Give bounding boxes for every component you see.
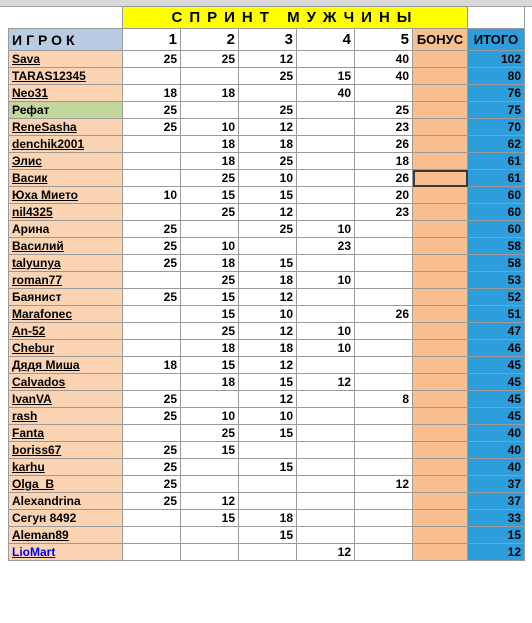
stage-3-score-cell[interactable]: 25 bbox=[239, 102, 297, 119]
bonus-cell[interactable] bbox=[413, 357, 468, 374]
stage-1-score-cell[interactable]: 25 bbox=[123, 391, 181, 408]
stage-3-score-cell[interactable]: 15 bbox=[239, 255, 297, 272]
stage-2-score-cell[interactable]: 15 bbox=[181, 289, 239, 306]
player-name-cell[interactable]: Olga_B bbox=[9, 476, 123, 493]
stage-1-score-cell[interactable]: 25 bbox=[123, 238, 181, 255]
player-name-cell[interactable]: roman77 bbox=[9, 272, 123, 289]
table-row bbox=[9, 391, 525, 408]
stage-2-score-cell[interactable] bbox=[181, 544, 239, 561]
player-name-cell[interactable]: Арина bbox=[9, 221, 123, 238]
stage-2-score-cell[interactable] bbox=[181, 391, 239, 408]
bonus-cell[interactable] bbox=[413, 170, 468, 187]
stage-5-score-cell[interactable] bbox=[355, 459, 413, 476]
stage-4-score-cell[interactable] bbox=[297, 170, 355, 187]
total-cell[interactable]: 45 bbox=[468, 357, 525, 374]
table-row bbox=[9, 221, 525, 238]
player-name-cell[interactable]: Дядя Миша bbox=[9, 357, 123, 374]
total-cell[interactable]: 37 bbox=[468, 476, 525, 493]
stage-4-score-cell[interactable]: 40 bbox=[297, 85, 355, 102]
stage-5-score-cell[interactable] bbox=[355, 510, 413, 527]
player-name-cell[interactable]: Chebur bbox=[9, 340, 123, 357]
stage-1-score-cell[interactable]: 25 bbox=[123, 493, 181, 510]
stage-2-score-cell[interactable]: 25 bbox=[181, 51, 239, 68]
player-name-cell[interactable]: talyunya bbox=[9, 255, 123, 272]
stage-4-score-cell[interactable] bbox=[297, 204, 355, 221]
stage-1-score-cell[interactable] bbox=[123, 272, 181, 289]
stage-2-score-cell[interactable]: 15 bbox=[181, 442, 239, 459]
bonus-cell[interactable] bbox=[413, 306, 468, 323]
stage-2-score-cell[interactable]: 15 bbox=[181, 306, 239, 323]
table-row bbox=[9, 187, 525, 204]
table-row bbox=[9, 153, 525, 170]
stage-5-score-cell[interactable]: 26 bbox=[355, 170, 413, 187]
bonus-cell[interactable] bbox=[413, 102, 468, 119]
stage-5-score-cell[interactable]: 20 bbox=[355, 187, 413, 204]
stage-3-score-cell[interactable]: 10 bbox=[239, 408, 297, 425]
total-cell[interactable]: 60 bbox=[468, 204, 525, 221]
header-bonus[interactable]: БОНУС bbox=[413, 29, 468, 51]
stage-1-score-cell[interactable] bbox=[123, 153, 181, 170]
stage-1-score-cell[interactable] bbox=[123, 136, 181, 153]
stage-1-score-cell[interactable] bbox=[123, 425, 181, 442]
player-name-cell[interactable]: Sava bbox=[9, 51, 123, 68]
player-name-cell[interactable]: LioMart bbox=[9, 544, 123, 561]
header-total[interactable]: ИТОГО bbox=[468, 29, 525, 51]
table-row bbox=[9, 68, 525, 85]
stage-5-score-cell[interactable] bbox=[355, 221, 413, 238]
stage-3-score-cell[interactable]: 18 bbox=[239, 272, 297, 289]
stage-5-score-cell[interactable]: 40 bbox=[355, 51, 413, 68]
stage-4-score-cell[interactable] bbox=[297, 425, 355, 442]
stage-5-score-cell[interactable] bbox=[355, 85, 413, 102]
total-cell[interactable]: 52 bbox=[468, 289, 525, 306]
stage-3-score-cell[interactable]: 12 bbox=[239, 391, 297, 408]
stage-1-score-cell[interactable] bbox=[123, 374, 181, 391]
stage-1-score-cell[interactable]: 25 bbox=[123, 221, 181, 238]
stage-4-score-cell[interactable] bbox=[297, 136, 355, 153]
stage-4-score-cell[interactable] bbox=[297, 255, 355, 272]
title-row bbox=[9, 7, 525, 29]
stage-3-score-cell[interactable]: 15 bbox=[239, 459, 297, 476]
stage-4-score-cell[interactable]: 15 bbox=[297, 68, 355, 85]
stage-3-score-cell[interactable]: 12 bbox=[239, 51, 297, 68]
stage-1-score-cell[interactable] bbox=[123, 170, 181, 187]
stage-4-score-cell[interactable] bbox=[297, 357, 355, 374]
player-name-cell[interactable]: Сегун 8492 bbox=[9, 510, 123, 527]
stage-5-score-cell[interactable] bbox=[355, 340, 413, 357]
bonus-cell[interactable] bbox=[413, 493, 468, 510]
total-cell[interactable]: 60 bbox=[468, 187, 525, 204]
bonus-cell[interactable] bbox=[413, 119, 468, 136]
stage-1-score-cell[interactable]: 25 bbox=[123, 476, 181, 493]
player-name-cell[interactable]: Рефат bbox=[9, 102, 123, 119]
player-name-cell[interactable]: Васик bbox=[9, 170, 123, 187]
table-row bbox=[9, 136, 525, 153]
stage-1-score-cell[interactable]: 10 bbox=[123, 187, 181, 204]
table-row bbox=[9, 51, 525, 68]
total-cell[interactable]: 12 bbox=[468, 544, 525, 561]
bonus-cell[interactable] bbox=[413, 51, 468, 68]
bonus-cell[interactable] bbox=[413, 204, 468, 221]
stage-1-score-cell[interactable] bbox=[123, 204, 181, 221]
header-stage-2[interactable]: 2 bbox=[181, 29, 239, 51]
bonus-cell[interactable] bbox=[413, 136, 468, 153]
stage-3-score-cell[interactable] bbox=[239, 238, 297, 255]
stage-4-score-cell[interactable] bbox=[297, 510, 355, 527]
stage-3-score-cell[interactable] bbox=[239, 476, 297, 493]
total-cell[interactable]: 33 bbox=[468, 510, 525, 527]
stage-5-score-cell[interactable] bbox=[355, 493, 413, 510]
stage-1-score-cell[interactable]: 25 bbox=[123, 442, 181, 459]
stage-2-score-cell[interactable] bbox=[181, 476, 239, 493]
stage-1-score-cell[interactable]: 18 bbox=[123, 357, 181, 374]
stage-4-score-cell[interactable] bbox=[297, 51, 355, 68]
stage-3-score-cell[interactable]: 10 bbox=[239, 170, 297, 187]
stage-3-score-cell[interactable]: 12 bbox=[239, 119, 297, 136]
stage-1-score-cell[interactable] bbox=[123, 340, 181, 357]
bonus-cell[interactable] bbox=[413, 323, 468, 340]
stage-3-score-cell[interactable]: 15 bbox=[239, 374, 297, 391]
player-name-cell[interactable]: IvanVA bbox=[9, 391, 123, 408]
bonus-cell[interactable] bbox=[413, 68, 468, 85]
stage-1-score-cell[interactable]: 25 bbox=[123, 459, 181, 476]
bonus-cell[interactable] bbox=[413, 374, 468, 391]
bonus-cell[interactable] bbox=[413, 340, 468, 357]
stage-2-score-cell[interactable]: 18 bbox=[181, 374, 239, 391]
table-row bbox=[9, 119, 525, 136]
stage-4-score-cell[interactable] bbox=[297, 391, 355, 408]
stage-3-score-cell[interactable]: 18 bbox=[239, 510, 297, 527]
stage-2-score-cell[interactable]: 18 bbox=[181, 85, 239, 102]
header-stage-3[interactable]: 3 bbox=[239, 29, 297, 51]
header-player[interactable]: ИГРОК bbox=[9, 29, 123, 51]
stage-2-score-cell[interactable] bbox=[181, 527, 239, 544]
total-cell[interactable]: 58 bbox=[468, 238, 525, 255]
stage-3-score-cell[interactable]: 25 bbox=[239, 153, 297, 170]
bonus-cell[interactable] bbox=[413, 527, 468, 544]
total-cell[interactable]: 61 bbox=[468, 170, 525, 187]
stage-5-score-cell[interactable]: 8 bbox=[355, 391, 413, 408]
stage-4-score-cell[interactable] bbox=[297, 527, 355, 544]
stage-5-score-cell[interactable] bbox=[355, 357, 413, 374]
table-row bbox=[9, 289, 525, 306]
total-cell[interactable]: 70 bbox=[468, 119, 525, 136]
stage-1-score-cell[interactable]: 25 bbox=[123, 119, 181, 136]
table-row bbox=[9, 527, 525, 544]
stage-4-score-cell[interactable] bbox=[297, 102, 355, 119]
stage-5-score-cell[interactable]: 26 bbox=[355, 306, 413, 323]
stage-5-score-cell[interactable] bbox=[355, 527, 413, 544]
stage-2-score-cell[interactable]: 18 bbox=[181, 255, 239, 272]
player-name-cell[interactable]: Alexandrina bbox=[9, 493, 123, 510]
stage-1-score-cell[interactable]: 25 bbox=[123, 51, 181, 68]
total-cell[interactable]: 75 bbox=[468, 102, 525, 119]
table-row bbox=[9, 306, 525, 323]
stage-5-score-cell[interactable]: 23 bbox=[355, 119, 413, 136]
stage-4-score-cell[interactable] bbox=[297, 476, 355, 493]
player-name-cell[interactable]: Баянист bbox=[9, 289, 123, 306]
table-row bbox=[9, 238, 525, 255]
table-row bbox=[9, 459, 525, 476]
table-row bbox=[9, 102, 525, 119]
stage-4-score-cell[interactable] bbox=[297, 306, 355, 323]
total-cell[interactable]: 61 bbox=[468, 153, 525, 170]
stage-1-score-cell[interactable] bbox=[123, 544, 181, 561]
stage-2-score-cell[interactable]: 15 bbox=[181, 357, 239, 374]
table-row bbox=[9, 544, 525, 561]
stage-5-score-cell[interactable] bbox=[355, 408, 413, 425]
stage-3-score-cell[interactable] bbox=[239, 493, 297, 510]
total-cell[interactable]: 53 bbox=[468, 272, 525, 289]
stage-5-score-cell[interactable]: 23 bbox=[355, 204, 413, 221]
stage-4-score-cell[interactable]: 10 bbox=[297, 340, 355, 357]
player-name-cell[interactable]: denchik2001 bbox=[9, 136, 123, 153]
bonus-cell[interactable] bbox=[413, 408, 468, 425]
stage-3-score-cell[interactable]: 12 bbox=[239, 289, 297, 306]
stage-3-score-cell[interactable]: 12 bbox=[239, 204, 297, 221]
bonus-cell[interactable] bbox=[413, 510, 468, 527]
player-name-cell[interactable]: Элис bbox=[9, 153, 123, 170]
bonus-cell[interactable] bbox=[413, 425, 468, 442]
table-row bbox=[9, 357, 525, 374]
total-cell[interactable]: 45 bbox=[468, 391, 525, 408]
total-cell[interactable]: 40 bbox=[468, 459, 525, 476]
stage-3-score-cell[interactable]: 12 bbox=[239, 323, 297, 340]
stage-5-score-cell[interactable] bbox=[355, 289, 413, 306]
total-cell[interactable]: 76 bbox=[468, 85, 525, 102]
player-name-cell[interactable]: TARAS12345 bbox=[9, 68, 123, 85]
stage-2-score-cell[interactable]: 25 bbox=[181, 204, 239, 221]
stage-3-score-cell[interactable]: 18 bbox=[239, 136, 297, 153]
total-cell[interactable]: 51 bbox=[468, 306, 525, 323]
stage-4-score-cell[interactable] bbox=[297, 493, 355, 510]
player-name-cell[interactable]: nil4325 bbox=[9, 204, 123, 221]
player-name-cell[interactable]: Юха Мието bbox=[9, 187, 123, 204]
bonus-cell[interactable] bbox=[413, 459, 468, 476]
player-name-cell[interactable]: Neo31 bbox=[9, 85, 123, 102]
stage-1-score-cell[interactable]: 25 bbox=[123, 289, 181, 306]
stage-2-score-cell[interactable] bbox=[181, 102, 239, 119]
stage-5-score-cell[interactable] bbox=[355, 323, 413, 340]
stage-5-score-cell[interactable] bbox=[355, 255, 413, 272]
stage-3-score-cell[interactable]: 25 bbox=[239, 68, 297, 85]
total-cell[interactable]: 80 bbox=[468, 68, 525, 85]
stage-1-score-cell[interactable] bbox=[123, 306, 181, 323]
sheet-title[interactable]: СПРИНТ МУЖЧИНЫ bbox=[123, 7, 468, 29]
stage-5-score-cell[interactable] bbox=[355, 442, 413, 459]
table-row bbox=[9, 476, 525, 493]
table-row bbox=[9, 204, 525, 221]
stage-1-score-cell[interactable]: 18 bbox=[123, 85, 181, 102]
table-row bbox=[9, 255, 525, 272]
stage-3-score-cell[interactable]: 15 bbox=[239, 425, 297, 442]
stage-5-score-cell[interactable]: 40 bbox=[355, 68, 413, 85]
total-cell[interactable]: 40 bbox=[468, 425, 525, 442]
bonus-cell[interactable] bbox=[413, 255, 468, 272]
total-cell[interactable]: 102 bbox=[468, 51, 525, 68]
total-cell[interactable]: 40 bbox=[468, 442, 525, 459]
stage-1-score-cell[interactable]: 25 bbox=[123, 408, 181, 425]
stage-3-score-cell[interactable]: 10 bbox=[239, 306, 297, 323]
total-cell[interactable]: 58 bbox=[468, 255, 525, 272]
standings-table bbox=[8, 6, 525, 561]
stage-2-score-cell[interactable]: 18 bbox=[181, 153, 239, 170]
stage-3-score-cell[interactable]: 15 bbox=[239, 527, 297, 544]
table-row bbox=[9, 510, 525, 527]
stage-5-score-cell[interactable]: 25 bbox=[355, 102, 413, 119]
player-name-cell[interactable]: ReneSasha bbox=[9, 119, 123, 136]
stage-4-score-cell[interactable]: 10 bbox=[297, 323, 355, 340]
player-name-cell[interactable]: Calvados bbox=[9, 374, 123, 391]
stage-2-score-cell[interactable]: 25 bbox=[181, 425, 239, 442]
stage-2-score-cell[interactable] bbox=[181, 68, 239, 85]
stage-5-score-cell[interactable]: 12 bbox=[355, 476, 413, 493]
total-cell[interactable]: 60 bbox=[468, 221, 525, 238]
stage-5-score-cell[interactable] bbox=[355, 238, 413, 255]
bonus-cell[interactable] bbox=[413, 272, 468, 289]
stage-3-score-cell[interactable]: 15 bbox=[239, 187, 297, 204]
stage-4-score-cell[interactable] bbox=[297, 289, 355, 306]
player-name-cell[interactable]: Fanta bbox=[9, 425, 123, 442]
stage-4-score-cell[interactable] bbox=[297, 187, 355, 204]
stage-4-score-cell[interactable] bbox=[297, 153, 355, 170]
player-name-cell[interactable]: Василий bbox=[9, 238, 123, 255]
player-name-cell[interactable]: rash bbox=[9, 408, 123, 425]
total-cell[interactable]: 45 bbox=[468, 374, 525, 391]
stage-5-score-cell[interactable]: 18 bbox=[355, 153, 413, 170]
stage-2-score-cell[interactable]: 25 bbox=[181, 272, 239, 289]
bonus-cell[interactable] bbox=[413, 153, 468, 170]
stage-1-score-cell[interactable] bbox=[123, 323, 181, 340]
header-stage-4[interactable]: 4 bbox=[297, 29, 355, 51]
player-name-cell[interactable]: boriss67 bbox=[9, 442, 123, 459]
stage-4-score-cell[interactable]: 10 bbox=[297, 272, 355, 289]
stage-3-score-cell[interactable]: 18 bbox=[239, 340, 297, 357]
stage-1-score-cell[interactable]: 25 bbox=[123, 255, 181, 272]
stage-4-score-cell[interactable]: 12 bbox=[297, 544, 355, 561]
stage-4-score-cell[interactable]: 12 bbox=[297, 374, 355, 391]
stage-2-score-cell[interactable]: 18 bbox=[181, 340, 239, 357]
header-stage-1[interactable]: 1 bbox=[123, 29, 181, 51]
stage-2-score-cell[interactable]: 18 bbox=[181, 136, 239, 153]
bonus-cell[interactable] bbox=[413, 391, 468, 408]
player-name-cell[interactable]: Aleman89 bbox=[9, 527, 123, 544]
stage-1-score-cell[interactable] bbox=[123, 68, 181, 85]
table-row bbox=[9, 272, 525, 289]
stage-2-score-cell[interactable]: 25 bbox=[181, 170, 239, 187]
stage-3-score-cell[interactable]: 12 bbox=[239, 357, 297, 374]
header-row bbox=[9, 29, 525, 51]
bonus-cell[interactable] bbox=[413, 476, 468, 493]
stage-1-score-cell[interactable] bbox=[123, 510, 181, 527]
total-cell[interactable]: 62 bbox=[468, 136, 525, 153]
stage-2-score-cell[interactable]: 10 bbox=[181, 238, 239, 255]
stage-2-score-cell[interactable] bbox=[181, 459, 239, 476]
bonus-cell[interactable] bbox=[413, 85, 468, 102]
total-cell[interactable]: 15 bbox=[468, 527, 525, 544]
stage-5-score-cell[interactable] bbox=[355, 374, 413, 391]
stage-2-score-cell[interactable]: 10 bbox=[181, 119, 239, 136]
total-cell[interactable]: 45 bbox=[468, 408, 525, 425]
table-row bbox=[9, 442, 525, 459]
player-name-cell[interactable]: karhu bbox=[9, 459, 123, 476]
stage-4-score-cell[interactable] bbox=[297, 442, 355, 459]
stage-2-score-cell[interactable]: 15 bbox=[181, 187, 239, 204]
stage-2-score-cell[interactable]: 12 bbox=[181, 493, 239, 510]
stage-2-score-cell[interactable]: 15 bbox=[181, 510, 239, 527]
stage-2-score-cell[interactable] bbox=[181, 221, 239, 238]
bonus-cell[interactable] bbox=[413, 221, 468, 238]
table-row bbox=[9, 340, 525, 357]
stage-1-score-cell[interactable] bbox=[123, 527, 181, 544]
blank-cell[interactable] bbox=[468, 7, 525, 29]
header-stage-5[interactable]: 5 bbox=[355, 29, 413, 51]
table-row bbox=[9, 408, 525, 425]
player-name-cell[interactable]: Marafonec bbox=[9, 306, 123, 323]
table-row bbox=[9, 323, 525, 340]
stage-3-score-cell[interactable] bbox=[239, 442, 297, 459]
bonus-cell[interactable] bbox=[413, 289, 468, 306]
stage-3-score-cell[interactable] bbox=[239, 544, 297, 561]
table-row bbox=[9, 85, 525, 102]
total-cell[interactable]: 46 bbox=[468, 340, 525, 357]
stage-5-score-cell[interactable]: 26 bbox=[355, 136, 413, 153]
player-name-cell[interactable]: An-52 bbox=[9, 323, 123, 340]
stage-4-score-cell[interactable]: 10 bbox=[297, 221, 355, 238]
table-row bbox=[9, 425, 525, 442]
stage-1-score-cell[interactable]: 25 bbox=[123, 102, 181, 119]
table-row bbox=[9, 374, 525, 391]
bonus-cell[interactable] bbox=[413, 442, 468, 459]
stage-3-score-cell[interactable] bbox=[239, 85, 297, 102]
stage-3-score-cell[interactable]: 25 bbox=[239, 221, 297, 238]
stage-4-score-cell[interactable] bbox=[297, 408, 355, 425]
stage-2-score-cell[interactable]: 25 bbox=[181, 323, 239, 340]
stage-5-score-cell[interactable] bbox=[355, 544, 413, 561]
stage-4-score-cell[interactable] bbox=[297, 119, 355, 136]
blank-cell[interactable] bbox=[9, 7, 123, 29]
bonus-cell[interactable] bbox=[413, 238, 468, 255]
table-row bbox=[9, 170, 525, 187]
total-cell[interactable]: 37 bbox=[468, 493, 525, 510]
stage-5-score-cell[interactable] bbox=[355, 272, 413, 289]
bonus-cell[interactable] bbox=[413, 187, 468, 204]
total-cell[interactable]: 47 bbox=[468, 323, 525, 340]
table-row bbox=[9, 493, 525, 510]
stage-4-score-cell[interactable]: 23 bbox=[297, 238, 355, 255]
bonus-cell[interactable] bbox=[413, 544, 468, 561]
stage-4-score-cell[interactable] bbox=[297, 459, 355, 476]
stage-2-score-cell[interactable]: 10 bbox=[181, 408, 239, 425]
stage-5-score-cell[interactable] bbox=[355, 425, 413, 442]
